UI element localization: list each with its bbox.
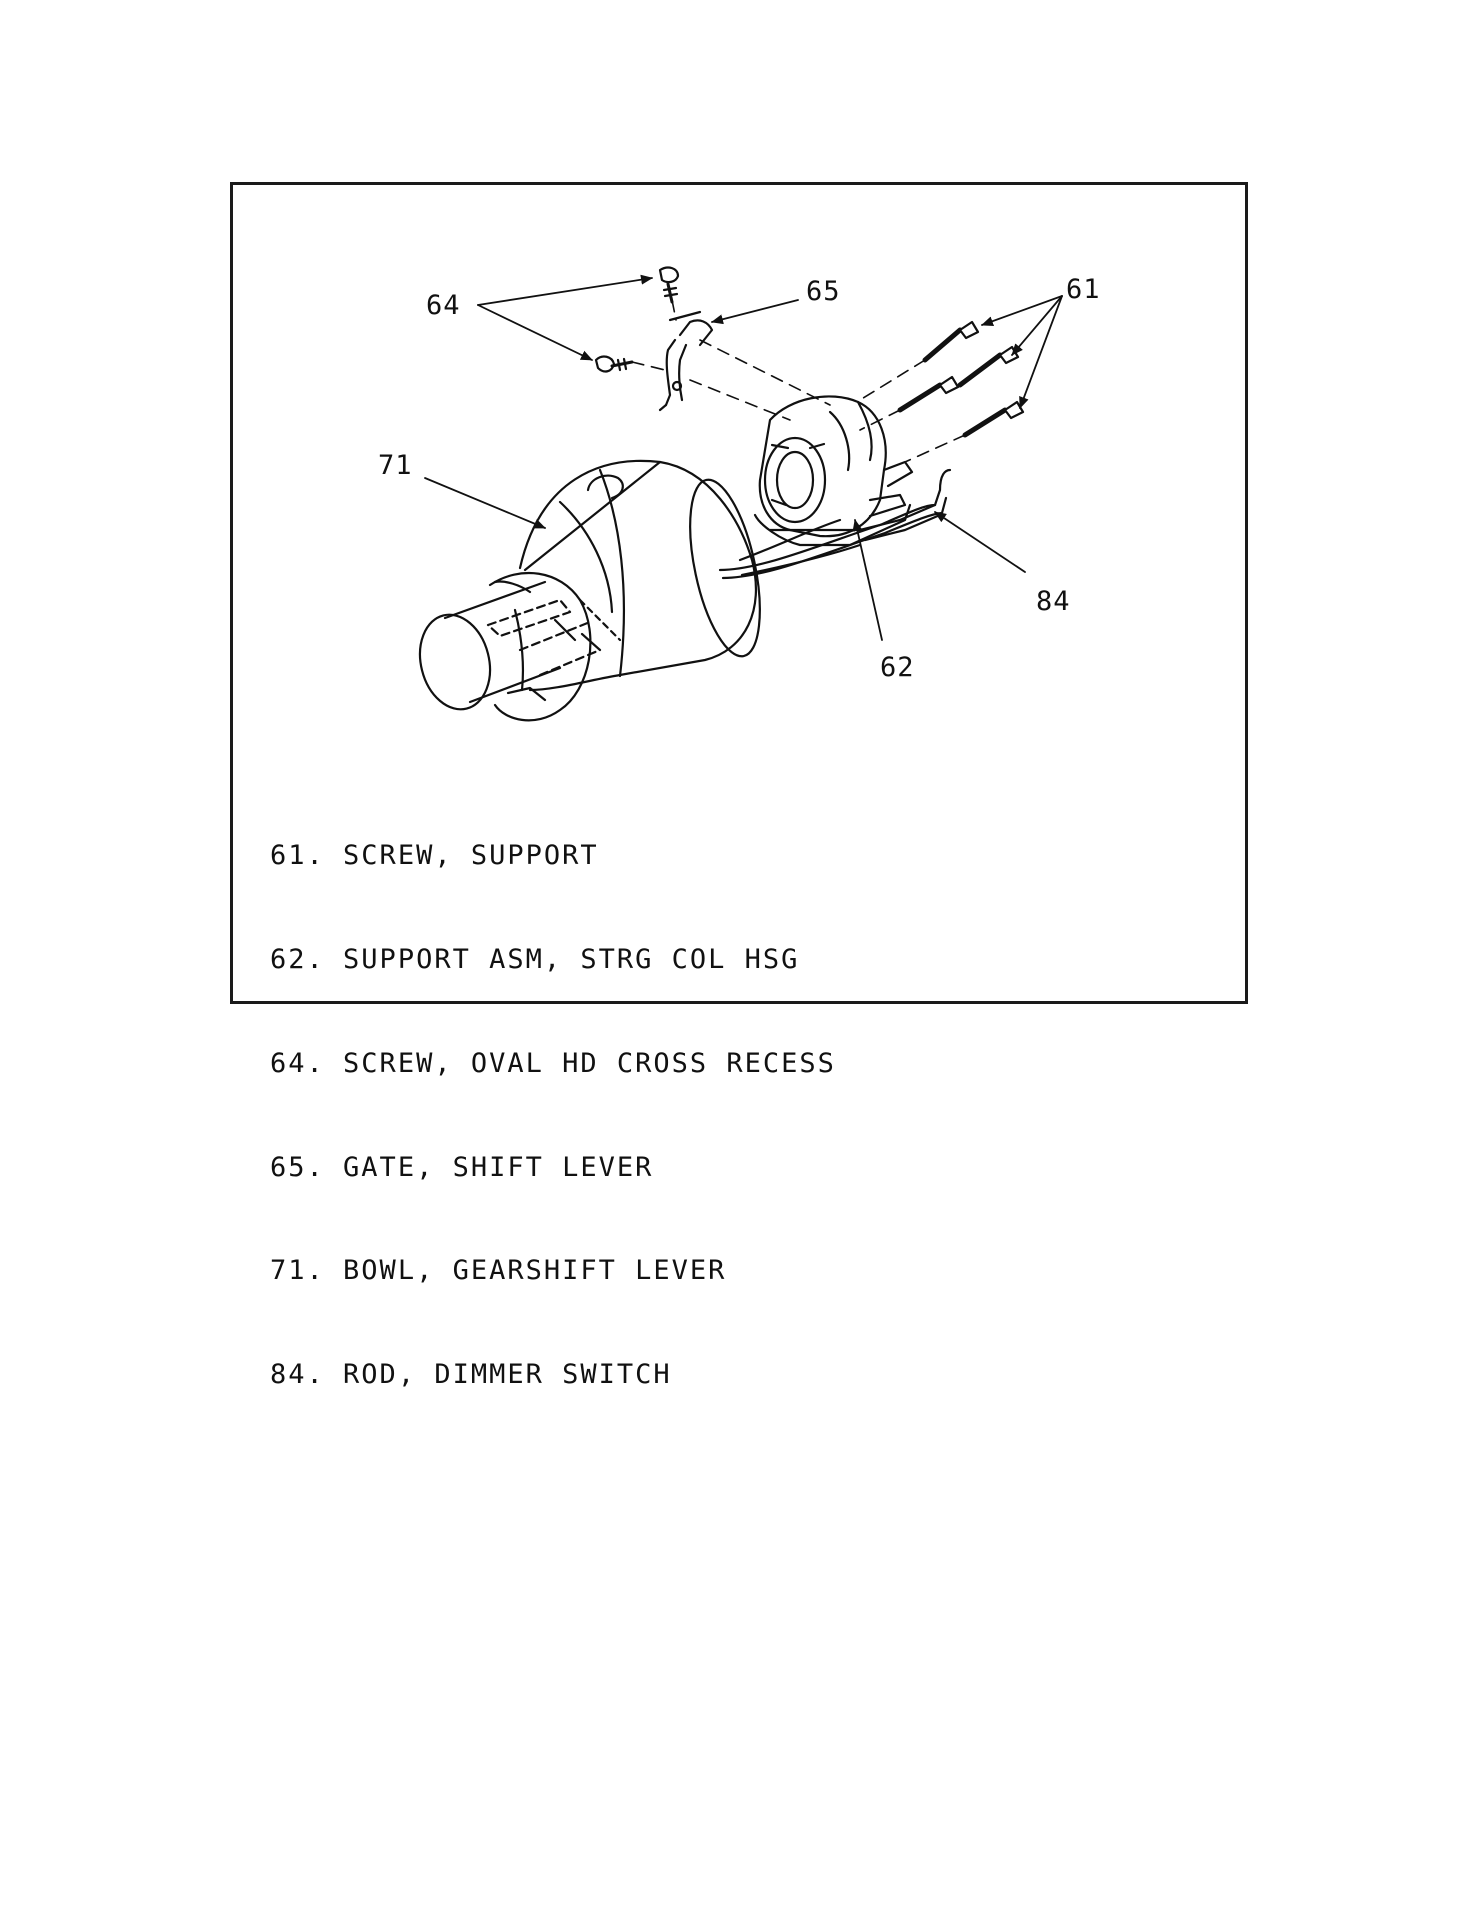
legend-text: SCREW, SUPPORT (343, 840, 599, 872)
legend-item (270, 1151, 836, 1186)
legend-item (270, 1047, 836, 1082)
oval-head-screws (596, 268, 678, 372)
legend-text: ROD, DIMMER SWITCH (343, 1359, 672, 1391)
legend-item (270, 943, 836, 978)
callout-65: 65 (806, 276, 841, 307)
support-screws (900, 322, 1023, 435)
parts-legend (270, 770, 836, 1427)
legend-text: SUPPORT ASM, STRG COL HSG (343, 943, 800, 975)
legend-number: 71. (270, 1255, 325, 1287)
legend-text: BOWL, GEARSHIFT LEVER (343, 1255, 727, 1287)
legend-item (270, 1358, 836, 1393)
legend-number: 84. (270, 1359, 325, 1391)
callout-64: 64 (426, 290, 461, 321)
callout-84: 84 (1036, 586, 1071, 617)
legend-item (270, 1254, 836, 1289)
callout-71: 71 (378, 450, 413, 481)
shift-lever-gate (660, 312, 712, 410)
legend-number: 64. (270, 1047, 325, 1079)
legend-number: 61. (270, 840, 325, 872)
legend-number: 62. (270, 943, 325, 975)
callout-62: 62 (880, 652, 915, 683)
legend-text: SCREW, OVAL HD CROSS RECESS (343, 1047, 836, 1079)
callout-61: 61 (1066, 274, 1101, 305)
legend-number: 65. (270, 1151, 325, 1183)
legend-text: GATE, SHIFT LEVER (343, 1151, 654, 1183)
legend-item (270, 839, 836, 874)
